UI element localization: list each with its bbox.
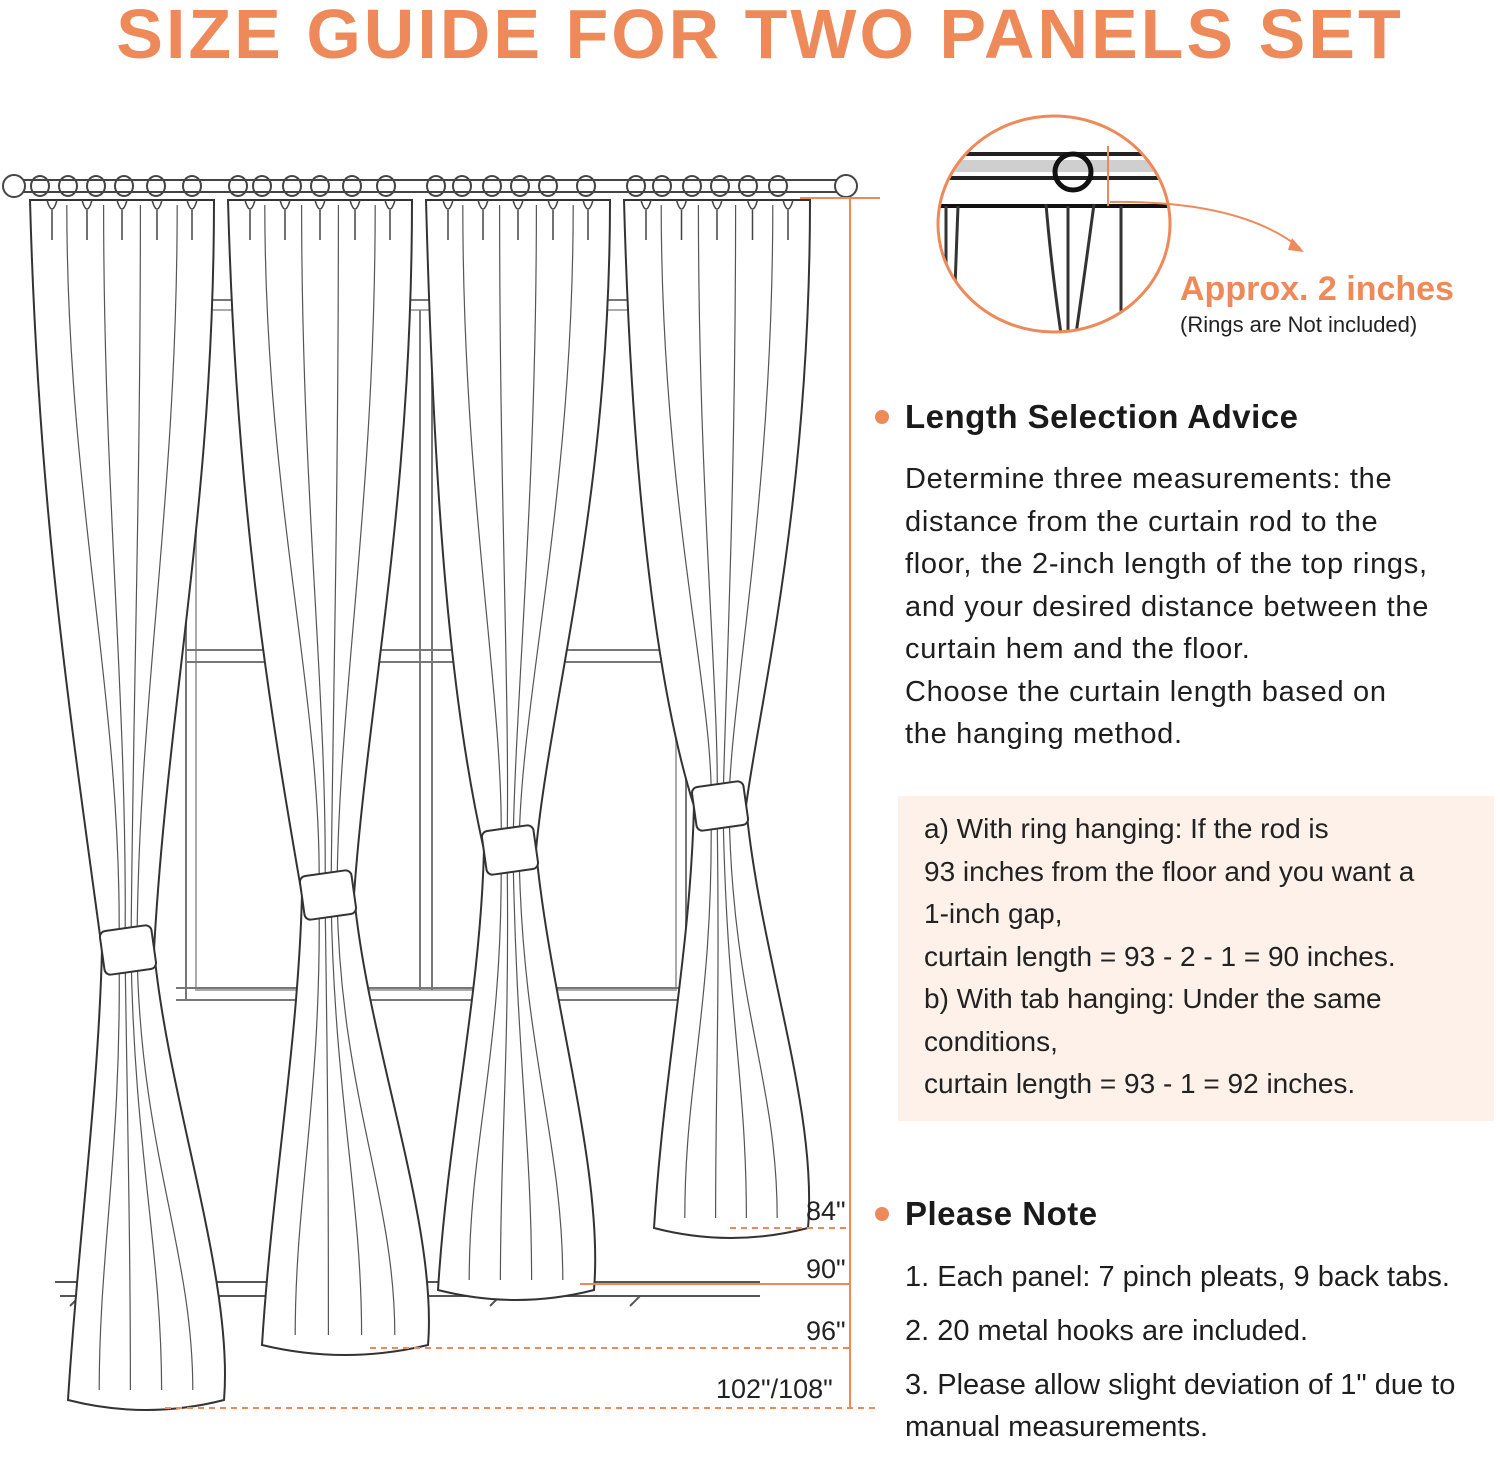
approx-label: Approx. 2 inches: [1180, 270, 1454, 308]
curtain-panel: [426, 200, 610, 1300]
example-line: a) With ring hanging: If the rod is: [924, 813, 1329, 844]
advice-heading: Length Selection Advice: [905, 398, 1299, 435]
tieback: [299, 870, 357, 921]
note-item: 2. 20 metal hooks are included.: [905, 1315, 1309, 1347]
example-line: conditions,: [924, 1025, 1058, 1057]
bullet-dot: [875, 410, 889, 424]
curtain-illustration: [0, 100, 880, 1442]
page-title: SIZE GUIDE FOR TWO PANELS SET: [116, 0, 1404, 73]
example-line: b) With tab hanging: Under the same: [924, 983, 1382, 1014]
example-line: 1-inch gap,: [924, 898, 1063, 929]
measure-label-84: 84": [806, 1196, 846, 1226]
tieback: [691, 781, 749, 832]
example-line: curtain length = 93 - 1 = 92 inches.: [924, 1068, 1356, 1099]
note-item: 1. Each panel: 7 pinch pleats, 9 back tabs.: [905, 1261, 1450, 1293]
advice-paragraph: [905, 458, 1500, 756]
measure-label-96: 96": [806, 1316, 846, 1346]
advice-line: and your desired distance between the: [905, 590, 1430, 623]
advice-line: floor, the 2-inch length of the top rings,: [905, 548, 1428, 580]
example-line: curtain length = 93 - 2 - 1 = 90 inches.: [924, 940, 1396, 972]
example-box: [898, 796, 1494, 1121]
advice-line: distance from the curtain rod to the: [905, 505, 1379, 538]
advice-line: the hanging method.: [905, 718, 1183, 750]
note-heading: Please Note: [905, 1195, 1098, 1232]
note-list: [905, 1256, 1500, 1460]
measure-label-90: 90": [806, 1254, 846, 1284]
tieback: [99, 925, 157, 976]
rings-note: (Rings are Not included): [1180, 312, 1418, 337]
example-line: 93 inches from the floor and you want a: [924, 855, 1415, 887]
note-item-continued: manual measurements.: [905, 1411, 1209, 1443]
note-item: 3. Please allow slight deviation of 1" due to: [905, 1369, 1456, 1401]
advice-line: Choose the curtain length based on: [905, 675, 1387, 708]
bullet-dot: [875, 1207, 889, 1221]
advice-line: curtain hem and the floor.: [905, 633, 1251, 665]
lens-pointer-arrow: [1100, 190, 1320, 270]
advice-line: Determine three measurements: the: [905, 463, 1393, 495]
tieback: [481, 825, 539, 876]
measure-label-102-108: 102"/108": [716, 1374, 833, 1404]
